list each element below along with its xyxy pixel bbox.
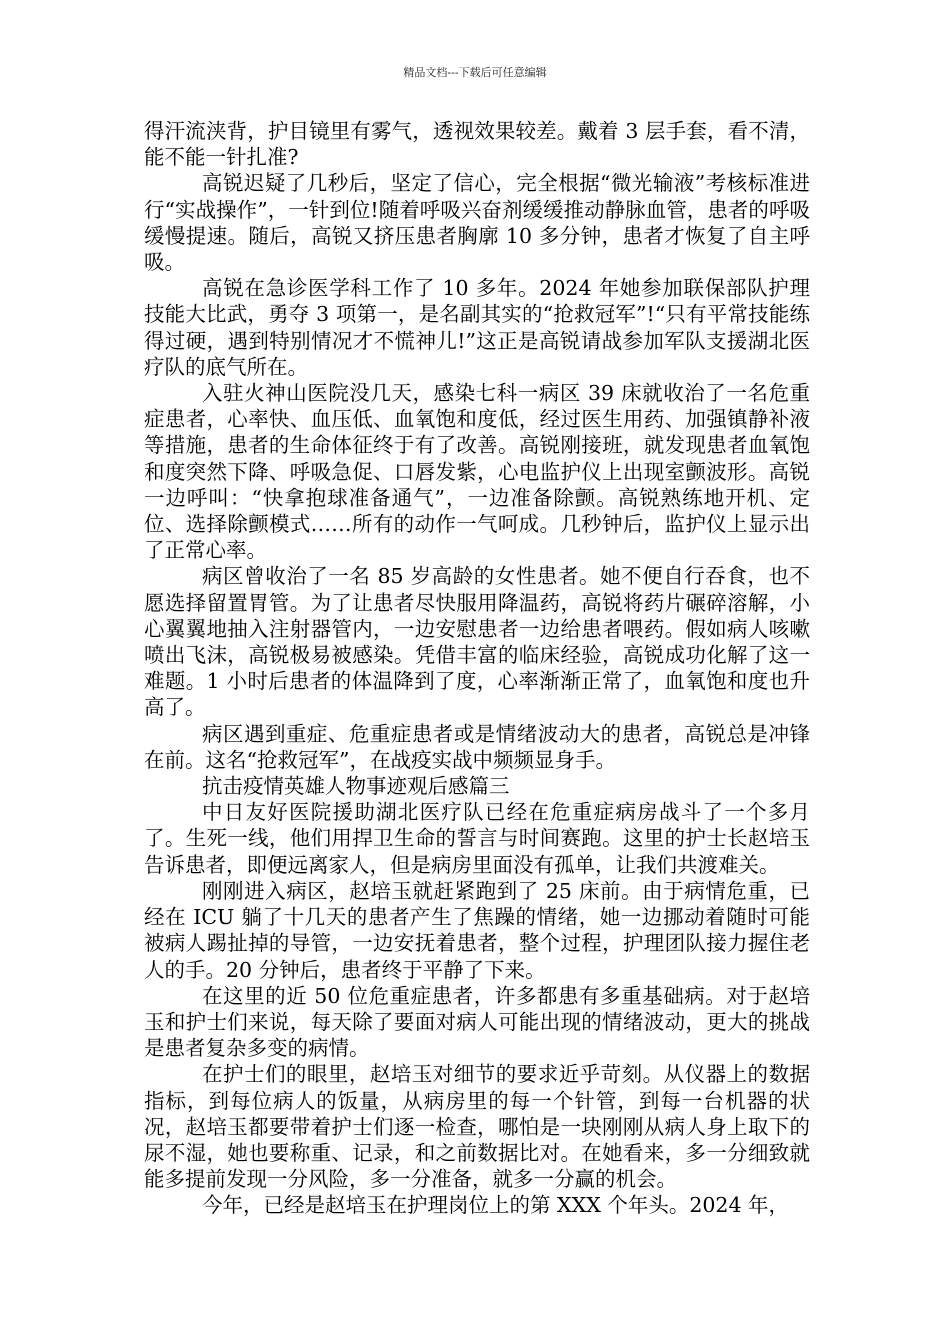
section-heading: 抗击疫情英雄人物事迹观后感篇三 (202, 774, 510, 799)
paragraph-7: 中日友好医院援助湖北医疗队已经在危重症病房战斗了一个多月了。生死一线，他们用捍卫生命的誓言与时间赛跑。这里的护士长赵培玉告诉患者，即便远离家人，但是病房里面没有孤单，让我们共渡难关。 (144, 800, 810, 877)
paragraph-3: 高锐在急诊医学科工作了 10 多年。2024 年她参加联保部队护理技能大比武，勇夺 3 项第一，是名副其实的“抢救冠军”!“只有平常技能练得过硬，遇到特别情况才不慌神儿!”这正是高锐请战参加军队支援湖北医疗队的底气所在。 (144, 276, 810, 379)
paragraph-9: 在这里的近 50 位危重症患者，许多都患有多重基础病。对于赵培玉和护士们来说，每天除了要面对病人可能出现的情绪波动，更大的挑战是患者复杂多变的病情。 (144, 983, 810, 1061)
paragraph-11: 今年，已经是赵培玉在护理岗位上的第 XXX 个年头。2024 年， (202, 1193, 790, 1218)
paragraph-2: 高锐迟疑了几秒后，坚定了信心，完全根据“微光输液”考核标准进行“实战操作”，一针到位!随着呼吸兴奋剂缓缓推动静脉血管，患者的呼吸缓慢提速。随后，高锐又挤压患者胸廓 10 多分钟，患者才恢复了自主呼吸。 (144, 171, 810, 275)
paragraph-4: 入驻火神山医院没几天，感染七科一病区 39 床就收治了一名危重症患者，心率快、血压低、血氧饱和度低，经过医生用药、加强镇静补液等措施，患者的生命体征终于有了改善。高锐刚接班，就发现患者血氧饱和度突然下降、呼吸急促、口唇发紫，心电监护仪上出现室颤波形。高锐一边呼叫：“快拿抱球准备通气”，一边准备除颤。高锐熟练地开机、定位、选择除颤模式……所有的动作一气呵成。几秒钟后，监护仪上显示出了正常心率。 (144, 381, 810, 563)
page-header: 精品文档---下载后可任意编辑 (403, 66, 547, 79)
document-body (144, 118, 810, 1219)
paragraph-8: 刚刚进入病区，赵培玉就赶紧跑到了 25 床前。由于病情危重，已经在 ICU 躺了十几天的患者产生了焦躁的情绪，她一边挪动着随时可能被病人踢扯掉的导管，一边安抚着患者，整个过程，护理团队接力握住老人的手。20 分钟后，患者终于平静了下来。 (144, 878, 810, 982)
paragraph-5: 病区曾收治了一名 85 岁高龄的女性患者。她不便自行吞食，也不愿选择留置胃管。为了让患者尽快服用降温药，高锐将药片碾碎溶解，小心翼翼地抽入注射器管内，一边安慰患者一边给患者喂药。假如病人咳嗽喷出飞沫，高锐极易被感染。凭借丰富的临床经验，高锐成功化解了这一难题。1 小时后患者的体温降到了度，心率渐渐正常了，血氧饱和度也升高了。 (144, 564, 810, 720)
paragraph-6: 病区遇到重症、危重症患者或是情绪波动大的患者，高锐总是冲锋在前。这名“抢救冠军”，在战疫实战中频频显身手。 (144, 721, 810, 772)
paragraph-1: 得汗流浃背，护目镜里有雾气，透视效果较差。戴着 3 层手套，看不清，能不能一针扎准? (144, 119, 810, 170)
paragraph-10: 在护士们的眼里，赵培玉对细节的要求近乎苛刻。从仪器上的数据指标，到每位病人的饭量，从病房里的每一个针管，到每一台机器的状况，赵培玉都要带着护士们逐一检查，哪怕是一块刚刚从病人身上取下的尿不湿，她也要称重、记录，和之前数据比对。在她看来，多一分细致就能多提前发现一分风险，多一分准备，就多一分赢的机会。 (144, 1062, 810, 1192)
